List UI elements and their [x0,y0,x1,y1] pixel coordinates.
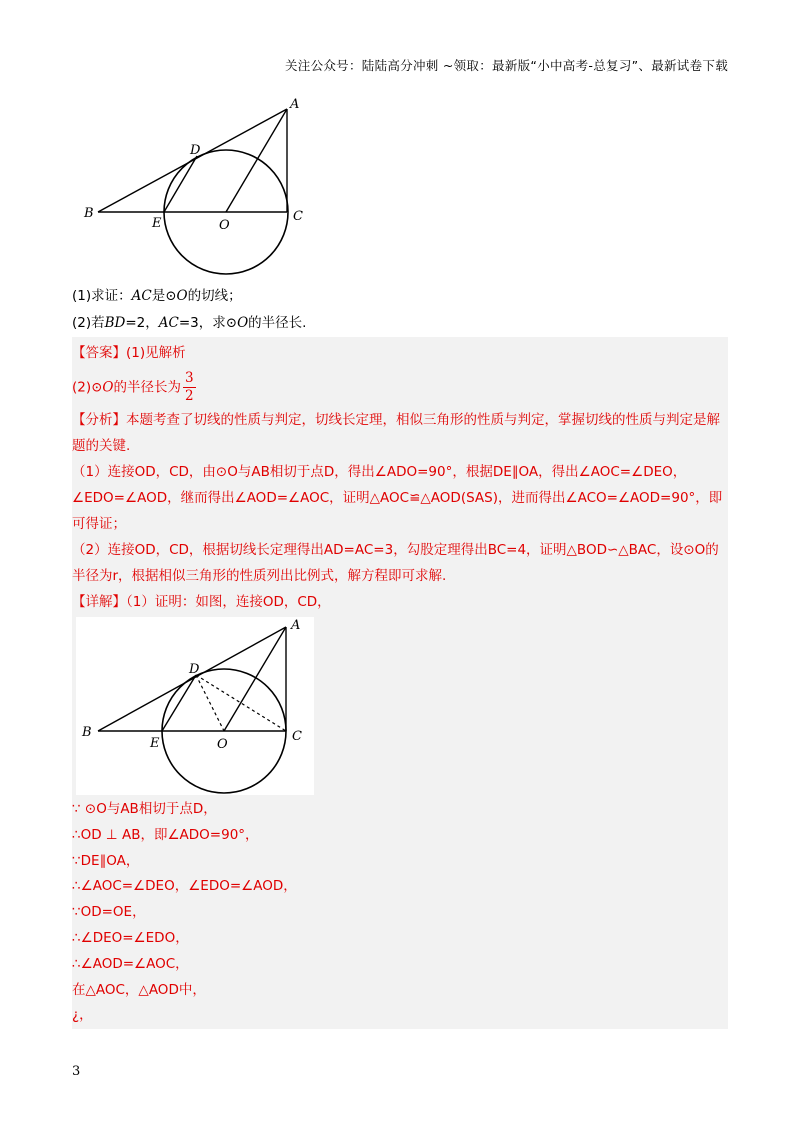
label-b: B [84,206,94,221]
answer-line2-circle: ⊙O [91,379,114,396]
q1-circle: ⊙O [165,288,188,304]
proof-line: ∴∠DEO=∠EDO， [72,929,189,946]
page-header: 关注公众号：陆陆高分冲刺 ~领取：最新版“小中高考-总复习”、最新试卷下载 [284,58,728,73]
label-o-2: O [217,737,228,752]
q1-ac: AC [131,288,152,304]
proof-line: ∴∠AOC=∠DEO，∠EDO=∠AOD， [72,878,297,895]
proof-line: ∵OD=OE， [72,904,146,921]
fraction-denominator: 2 [185,388,194,404]
answer-line-1: 【答案】(1)见解析 [72,345,186,361]
label-a-2: A [291,618,301,633]
q1-suffix: 的切线； [187,288,242,304]
label-a: A [290,97,300,112]
detail-intro: 【详解】（1）证明：如图，连接OD，CD， [72,594,331,610]
geometry-figure-2 [76,617,314,795]
question-part-2 [72,311,306,331]
page-number: 3 [72,1064,81,1079]
answer-line2-prefix: (2) [72,379,92,396]
label-c: C [293,209,303,224]
label-d-2: D [189,662,200,677]
q2-bdval: =2， [125,315,159,331]
proof-steps [72,797,297,1029]
answer-line-2 [72,370,196,405]
proof-line: ¿， [72,1007,93,1024]
analysis-intro: 【分析】本题考查了切线的性质与判定，切线长定理，相似三角形的性质与判定，掌握切线的性质与判定是解题的关键. [72,412,720,454]
proof-line: ∴∠AOD=∠AOC， [72,955,189,972]
label-o: O [219,218,230,233]
line-oa [226,109,287,212]
label-e: E [152,216,162,231]
fraction-numerator: 3 [185,370,194,386]
q2-suffix: 的半径长. [248,315,307,331]
q2-circle: ⊙O [225,315,249,331]
answer-block [72,337,728,1029]
q2-ac: AC [158,315,179,331]
fraction-three-halves [183,370,196,405]
q1-mid: 是 [151,288,166,304]
label-c-2: C [292,729,302,744]
geometry-figure-1 [80,92,320,282]
q2-bd: BD [104,315,126,331]
q2-prefix: (2)若 [72,315,105,331]
question-part-1 [72,284,242,304]
q1-prefix: (1)求证： [72,288,132,304]
proof-line: ∵ ⊙O与AB相切于点D， [72,801,217,817]
analysis-step-1: （1）连接OD，CD，由⊙O与AB相切于点D，得出∠ADO=90°，根据DE∥OA，得出∠AOC=∠DEO，∠EDO=∠AOD，继而得出∠AOD=∠AOC，证明△AOC≌△AOD(SAS)，进而得出∠ACO=∠AOD=90°，即可得证； [72,464,723,532]
proof-line: ∵DE∥OA， [72,852,140,869]
line-de [164,156,197,212]
label-b-2: B [82,725,92,740]
proof-line: ∴OD ⊥ AB，即∠ADO=90°， [72,826,259,843]
label-e-2: E [150,736,160,751]
q2-acval: =3，求 [178,315,226,331]
answer-line2-text: 的半径长为 [113,379,182,396]
analysis-step-2: （2）连接OD，CD，根据切线长定理得出AD=AC=3，勾股定理得出BC=4，证明△BOD∽△BAC，设⊙O的半径为r，根据相似三角形的性质列出比例式，解方程即可求解. [72,542,719,584]
proof-line: 在△AOC，△AOD中， [72,981,206,998]
label-d: D [190,143,201,158]
line-ba [98,109,287,212]
